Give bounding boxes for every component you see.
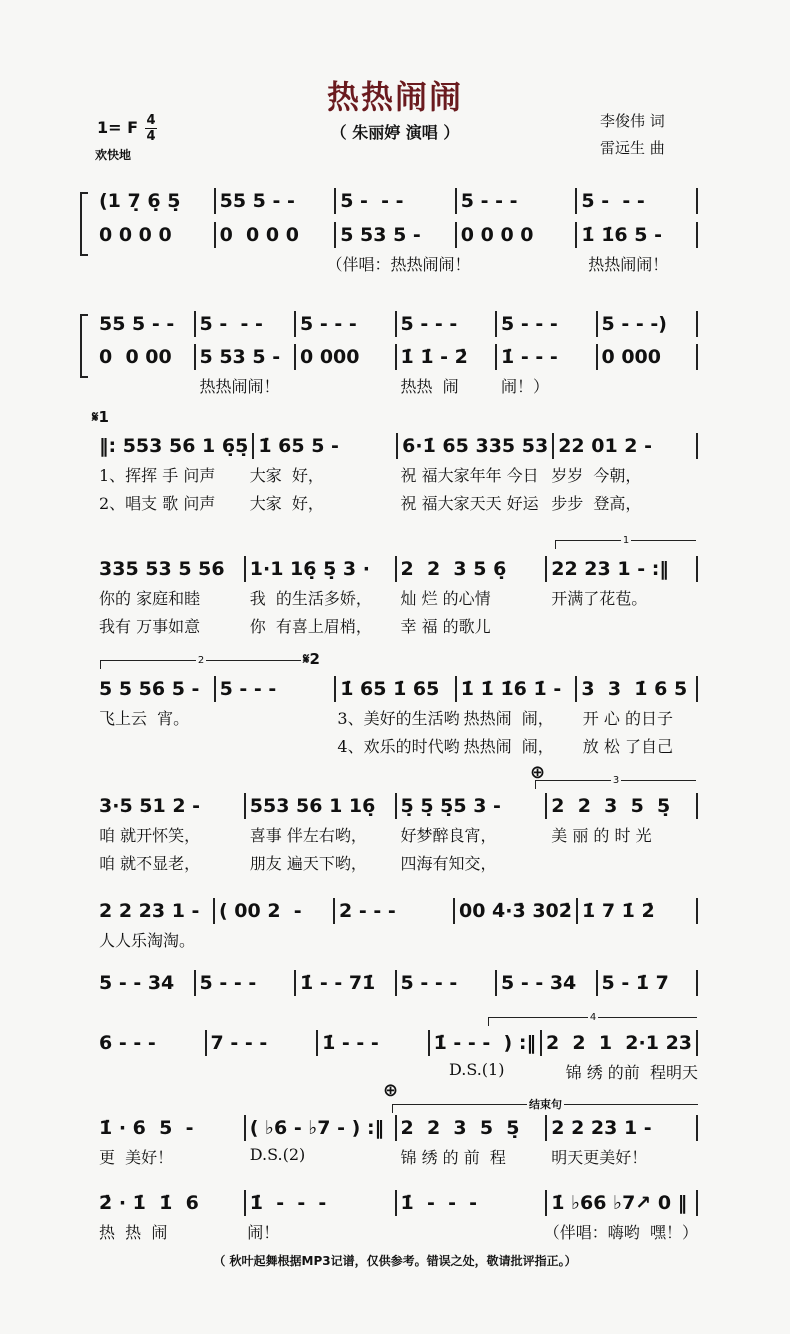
ending-bracket (392, 1098, 698, 1113)
measure: 5 53 5 - (336, 222, 457, 248)
measure: 22 01 2 - (554, 433, 698, 459)
measure: 0 000 (598, 344, 699, 370)
lyric-segment: 开满了花苞。 (551, 589, 648, 608)
measure: 5 - - - (397, 970, 498, 996)
lyric-segment: 锦 绣 的 前 程 (400, 1148, 506, 1167)
measure: 1̇ - - - ) :‖ (430, 1030, 542, 1056)
ending-label: 结束句 (529, 1098, 562, 1111)
notation-row (95, 676, 698, 702)
measure: 5 - - -) (598, 311, 699, 337)
volta-3-label: 3 (612, 775, 620, 786)
lyric-line (95, 586, 698, 609)
lyric-segment: 闹！） (501, 377, 550, 396)
lyric-segment: 热 热 闹 (99, 1223, 168, 1242)
lyric-segment: 咱 就开怀笑， (99, 826, 201, 845)
notation-row (95, 1190, 698, 1216)
measure: 5 - - - (216, 676, 337, 702)
lyric-segment: 步步 登高， (551, 494, 642, 513)
lyric-segment (95, 252, 209, 275)
measure: 1·1 16̣ 5̣ 3 · (246, 556, 397, 582)
measure: ‖: 553 56 1 6̣5̣ (95, 433, 254, 459)
lyric-segment (547, 851, 698, 874)
notation-row (95, 344, 698, 370)
lyric-segment (214, 706, 333, 729)
lyric-segment: 热热 闹 (400, 377, 459, 396)
measure: 1̇ 1̇ - 2̇ (397, 344, 498, 370)
lyric-line (95, 252, 698, 275)
lyric-segment: 喜事 伴左右哟， (249, 826, 367, 845)
lyric-segment: 四海有知交， (400, 854, 497, 873)
lyric-segment: 4、欢乐的时代哟 (337, 737, 460, 756)
volta-2 (100, 655, 301, 669)
footer-note: （ 秋叶起舞根据MP3记谱，仅供参考。错误之处，敬请批评指正。） (213, 1254, 577, 1268)
lyric-segment: 美 丽 的 时 光 (551, 826, 652, 845)
measure: 0 0 0 0 (95, 222, 216, 248)
measure: 00 4̇·3̇ 302̇ (455, 898, 578, 924)
lyric-segment: 祝 福大家年年 今日 (400, 466, 539, 485)
time-bottom: 4 (146, 129, 156, 144)
notation-row (95, 898, 698, 924)
lyric-segment (296, 374, 397, 397)
measure: 2 - - - (335, 898, 455, 924)
lyric-segment: 2、唱支 歌 问声 (99, 494, 216, 513)
lyric-segment: 岁岁 今朝， (551, 466, 642, 485)
measure: 5 - - - (196, 970, 297, 996)
notation-row (95, 222, 698, 248)
measure: 2 2 23 1 - (547, 1115, 698, 1141)
lyric-segment (212, 1060, 329, 1083)
lyric-segment (209, 252, 323, 275)
measure: 5 - - - (336, 188, 457, 214)
measure: 5 - - - (196, 311, 297, 337)
measure: 1̇ - - - (397, 1190, 548, 1216)
measure: 1̇ 65 5 - (254, 433, 398, 459)
measure: 22 23 1 - :‖ (547, 556, 698, 582)
lyric-line (95, 1060, 698, 1083)
notation-row (95, 433, 698, 459)
measure: 5 - - - (577, 188, 698, 214)
lyric-segment (457, 928, 578, 951)
notation-row (95, 1030, 698, 1056)
measure: 2 2 3 5 5̣ (547, 793, 698, 819)
lyric-segment: 3、美好的生活哟 (337, 709, 460, 728)
lyricist: 李俊伟 词 (600, 112, 665, 130)
lyric-segment: 1、挥挥 手 问声 (99, 466, 216, 485)
lyric-segment: 明天更美好！ (551, 1148, 648, 1167)
measure: 0 0 00 (95, 344, 196, 370)
measure: 3·5 51 2 - (95, 793, 246, 819)
measure: 2 2 3 5 5̣ (397, 1115, 548, 1141)
measure: 1̇ · 6 5 - (95, 1115, 246, 1141)
lyric-segment: 朋友 遍天下哟， (249, 854, 367, 873)
measure: 1̇ - - - (318, 1030, 430, 1056)
lyric-segment (392, 1220, 540, 1243)
lyric-line (95, 463, 698, 486)
measure: 5 - - - (497, 311, 598, 337)
measure: 2 2 1 2·1 23 (542, 1030, 698, 1056)
measure: 5 5 56 5 - (95, 676, 216, 702)
lyric-segment (577, 928, 698, 951)
measure: 5 - - - (457, 188, 578, 214)
lyric-line (95, 1220, 698, 1243)
measure: 6 - - - (95, 1030, 207, 1056)
time-signature (145, 114, 157, 143)
lyric-segment (328, 1060, 445, 1083)
measure: 5 53 5 - (196, 344, 297, 370)
lyric-segment: （伴唱：嗨哟 嘿！） (543, 1223, 698, 1242)
lyric-segment: 锦 绣 的前 程明天 (565, 1063, 698, 1082)
volta-1-label: 1 (622, 535, 630, 546)
measure: 0 0 0 0 (457, 222, 578, 248)
lyric-segment: 好梦醉良宵， (400, 826, 497, 845)
measure: 2 2 3 5 6̣ (397, 556, 548, 582)
measure: 5̣ 5̣ 5̣5 3 - (397, 793, 548, 819)
lyric-segment: 祝 福大家天天 好运 (400, 494, 539, 513)
notation-row (95, 556, 698, 582)
lyric-segment (216, 928, 337, 951)
credits (600, 108, 665, 162)
lyric-segment: 更 美好！ (99, 1148, 174, 1167)
tempo-marking: 欢快地 (95, 148, 132, 162)
lyric-segment: 我 的生活多娇， (249, 589, 372, 608)
volta-4 (488, 1012, 697, 1026)
song-title: 热热闹闹 (326, 78, 463, 116)
lyric-segment: 热热闹闹！ (199, 377, 280, 396)
lyric-segment (598, 374, 699, 397)
lyric-line (95, 374, 698, 397)
measure: 5 - - - (296, 311, 397, 337)
lyric-line (95, 823, 698, 846)
lyric-segment: 咱 就不显老， (99, 854, 201, 873)
coda-icon: ⊕ (383, 1080, 399, 1101)
measure: 1̇ - - 71̇ (296, 970, 397, 996)
lyric-segment (95, 1060, 212, 1083)
lyric-line (95, 706, 698, 729)
measure: 5 - 1̇ 7 (598, 970, 699, 996)
volta-1 (555, 535, 696, 549)
lyric-line (95, 734, 698, 757)
measure: (1 7̣ 6̣ 5̣ (95, 188, 216, 214)
measure: 5 - - 34 (497, 970, 598, 996)
lyric-segment (471, 252, 585, 275)
measure: 7 - - - (207, 1030, 319, 1056)
measure: 2̇ · 1̇ 1̇ 6 (95, 1190, 246, 1216)
lyric-segment: 大家 好， (249, 494, 324, 513)
measure: 5 - - - (397, 311, 498, 337)
volta-4-label: 4 (589, 1012, 597, 1023)
notation-row (95, 1115, 698, 1141)
lyric-segment: 飞上云 宵。 (99, 709, 190, 728)
measure: 5 - - 34 (95, 970, 196, 996)
measure: 1̇ 1̇ 1̇6 1̇ - (457, 676, 578, 702)
lyric-segment: 灿 烂 的心情 (400, 589, 491, 608)
lyric-segment: 人人乐淘淘。 (99, 931, 196, 950)
time-top: 4 (146, 113, 156, 128)
lyric-segment (214, 734, 333, 757)
notation-row (95, 188, 698, 214)
measure: ( ♭6 - ♭7 - ) :‖ (246, 1115, 397, 1141)
measure: 0 000 (296, 344, 397, 370)
lyric-segment: 幸 福 的歌儿 (400, 617, 491, 636)
measure: ( 00 2 - (215, 898, 335, 924)
lyric-segment (336, 928, 457, 951)
lyric-segment: 你的 家庭和睦 (99, 589, 201, 608)
measure: 1̇ - - - (497, 344, 598, 370)
lyric-segment: 热热闹 闹， (463, 709, 554, 728)
lyric-segment: 大家 好， (249, 466, 324, 485)
lyric-segment: D.S.(1) (448, 1060, 505, 1079)
lyric-segment: 热热闹 闹， (463, 737, 554, 756)
measure: 1̇ - - - (246, 1190, 397, 1216)
lyric-segment: （伴唱：热热闹闹！ (326, 255, 471, 274)
lyric-segment: 热热闹闹！ (588, 255, 669, 274)
measure: 55 5 - - (95, 311, 196, 337)
system-brace (80, 314, 88, 378)
lyric-line (95, 614, 698, 637)
lyric-line (95, 491, 698, 514)
lyric-segment (547, 614, 698, 637)
measure: 1̇ 1̇6 5 - (577, 222, 698, 248)
composer: 雷远生 曲 (600, 139, 665, 157)
volta-3 (535, 775, 696, 789)
lyric-segment: 我有 万事如意 (99, 617, 201, 636)
lyric-segment: D.S.(2) (249, 1145, 306, 1164)
measure: 335 53 5 56 (95, 556, 246, 582)
measure: 0 0 0 0 (216, 222, 337, 248)
volta-2-label: 2 (197, 655, 205, 666)
system-brace (80, 192, 88, 256)
key-signature: 1= F (97, 118, 139, 137)
lyric-line (95, 1145, 698, 1168)
lyric-segment: 闹！ (247, 1223, 280, 1242)
notation-row (95, 793, 698, 819)
segno-2-icon: 𝄋2 (303, 650, 320, 668)
measure: 6·1̇ 65 335 53 (398, 433, 554, 459)
measure: 553 56 1 16̣ (246, 793, 397, 819)
segno-1-icon: 𝄋1 (92, 408, 109, 426)
measure: 1̇ 7 1̇ 2̇ (578, 898, 698, 924)
lyric-segment: 开 心 的日子 (582, 709, 673, 728)
measure: 55 5 - - (216, 188, 337, 214)
measure: 1̇ ♭66 ♭7↗ 0 ‖ (547, 1190, 698, 1216)
measure: 2 2 23 1 - (95, 898, 215, 924)
notation-row (95, 970, 698, 996)
measure: 1̇ 65 1̇ 65 (336, 676, 457, 702)
lyric-segment (95, 374, 196, 397)
lyric-segment: 你 有喜上眉梢， (249, 617, 372, 636)
lyric-line (95, 928, 698, 951)
measure: 3 3 1̇ 6 5 (577, 676, 698, 702)
lyric-segment (95, 734, 214, 757)
lyric-line (95, 851, 698, 874)
lyric-segment: 放 松 了自己 (582, 737, 673, 756)
notation-row (95, 311, 698, 337)
performer: （ 朱丽婷 演唱 ） (330, 123, 460, 142)
coda-icon: ⊕ (530, 762, 546, 783)
